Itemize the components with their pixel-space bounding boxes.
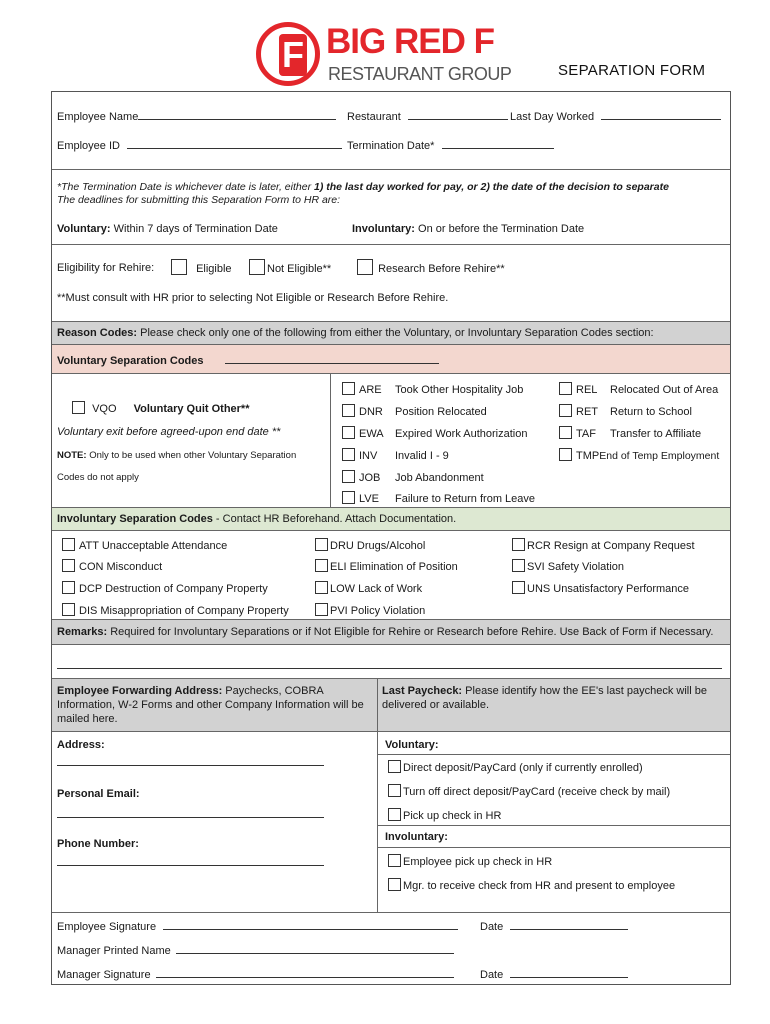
logo-name: BIG RED F — [326, 22, 494, 61]
remarks-text: Required for Involuntary Separations or if Not Eligible for Rehire or Research before Rehire. Use Back of Form if Necessary. — [107, 626, 714, 638]
address-field[interactable] — [57, 765, 324, 766]
employee-signature-label: Employee Signature — [57, 921, 157, 933]
vqo-checkbox[interactable] — [72, 401, 85, 414]
vqo-note: Voluntary exit before agreed-upon end date ** — [57, 426, 281, 438]
voluntary-codes-bar — [52, 345, 730, 373]
voluntary-code: REL — [576, 384, 598, 396]
involuntary-code-row — [315, 538, 425, 552]
voluntary-code: DNR — [359, 406, 383, 418]
divider — [52, 912, 730, 913]
voluntary-deadline-label: Voluntary: — [57, 223, 111, 235]
voluntary-code: RET — [576, 406, 598, 418]
voluntary-code: LVE — [359, 493, 379, 505]
phone-number-label: Phone Number: — [57, 838, 139, 850]
involuntary-code-row — [62, 603, 289, 617]
voluntary-codes-field[interactable] — [225, 354, 439, 364]
involuntary-code-row — [512, 559, 624, 573]
voluntary-code-row — [342, 470, 484, 484]
paycheck-option-label: Employee pick up check in HR — [403, 856, 553, 868]
voluntary-code-row — [559, 426, 701, 440]
logo-letter: F — [279, 34, 307, 76]
voluntary-code-row — [342, 426, 527, 440]
involuntary-code-checkbox[interactable] — [62, 538, 75, 551]
manager-date-field[interactable] — [510, 972, 628, 978]
voluntary-code-checkbox[interactable] — [559, 448, 572, 461]
voluntary-code-checkbox[interactable] — [342, 448, 355, 461]
involuntary-code-checkbox[interactable] — [315, 538, 328, 551]
employee-date-label: Date — [480, 921, 504, 933]
divider — [52, 169, 730, 170]
personal-email-label: Personal Email: — [57, 788, 140, 800]
vqo-code: VQO — [92, 403, 117, 415]
voluntary-code-desc: Transfer to Affiliate — [610, 428, 702, 440]
voluntary-code-desc: Return to School — [610, 406, 692, 418]
voluntary-code-desc: End of Temp Employment — [599, 450, 720, 462]
research-before-rehire-checkbox[interactable] — [357, 259, 373, 275]
involuntary-code-checkbox[interactable] — [62, 603, 75, 616]
employee-name-label: Employee Name — [57, 111, 139, 123]
voluntary-deadline-text: Within 7 days of Termination Date — [110, 223, 278, 235]
column-divider — [330, 374, 331, 507]
involuntary-code-label: ATT Unacceptable Attendance — [79, 540, 228, 552]
divider — [377, 847, 730, 848]
divider — [52, 373, 730, 374]
manager-printed-name-field[interactable] — [176, 948, 454, 954]
divider — [377, 825, 730, 826]
voluntary-code-row — [559, 382, 718, 396]
eligible-label: Eligible — [196, 263, 232, 275]
not-eligible-checkbox[interactable] — [249, 259, 265, 275]
voluntary-code-row — [559, 448, 719, 462]
form-title: SEPARATION FORM — [558, 62, 706, 79]
voluntary-code: INV — [359, 450, 378, 462]
involuntary-code-checkbox[interactable] — [315, 581, 328, 594]
involuntary-code-row — [315, 559, 458, 573]
voluntary-code-desc: Failure to Return from Leave — [395, 493, 536, 505]
voluntary-code: TAF — [576, 428, 596, 440]
involuntary-codes-header: Involuntary Separation Codes — [57, 513, 213, 525]
paycheck-option-label: Pick up check in HR — [403, 810, 502, 822]
not-eligible-label: Not Eligible** — [267, 263, 332, 275]
voluntary-code-row — [342, 448, 449, 462]
involuntary-code-row — [512, 538, 695, 552]
involuntary-code-label: SVI Safety Violation — [527, 561, 625, 573]
divider — [52, 644, 730, 645]
involuntary-deadline-label: Involuntary: — [352, 223, 415, 235]
involuntary-code-label: CON Misconduct — [79, 561, 163, 573]
involuntary-code-row — [512, 581, 689, 595]
employee-signature-field[interactable] — [163, 924, 458, 930]
voluntary-code-desc: Job Abandonment — [395, 472, 484, 484]
employee-name-field[interactable] — [138, 110, 336, 120]
involuntary-code-label: DIS Misappropriation of Company Property — [79, 605, 289, 617]
voluntary-code-row — [342, 491, 535, 505]
paycheck-option-checkbox[interactable] — [388, 808, 401, 821]
voluntary-code-checkbox[interactable] — [342, 404, 355, 417]
involuntary-code-checkbox[interactable] — [512, 559, 525, 572]
involuntary-code-row — [62, 538, 227, 552]
paycheck-option-label: Direct deposit/PayCard (only if currently enrolled) — [403, 762, 643, 774]
paycheck-option-checkbox[interactable] — [388, 784, 401, 797]
voluntary-codes-header: Voluntary Separation Codes — [57, 355, 204, 367]
forwarding-address-header: Employee Forwarding Address: Paychecks, COBRA Information, W-2 Forms and other Company Information will be mailed here. — [52, 679, 377, 731]
phone-number-field[interactable] — [57, 865, 324, 866]
voluntary-code-checkbox[interactable] — [559, 404, 572, 417]
paycheck-option-row — [388, 784, 670, 798]
involuntary-code-label: PVI Policy Violation — [330, 605, 426, 617]
voluntary-code: EWA — [359, 428, 384, 440]
paycheck-option-label: Mgr. to receive check from HR and present to employee — [403, 880, 676, 892]
manager-signature-field[interactable] — [156, 972, 454, 978]
last-paycheck-header: Last Paycheck: Please identify how the EE's last paycheck will be delivered or available. — [377, 679, 730, 731]
involuntary-code-row — [62, 559, 162, 573]
last-day-worked-field[interactable] — [601, 110, 721, 120]
research-before-rehire-label: Research Before Rehire** — [378, 263, 505, 275]
involuntary-code-label: LOW Lack of Work — [330, 583, 423, 595]
separation-form — [51, 91, 731, 985]
paycheck-option-label: Turn off direct deposit/PayCard (receive check by mail) — [403, 786, 671, 798]
employee-id-label: Employee ID — [57, 140, 120, 152]
involuntary-code-checkbox[interactable] — [512, 581, 525, 594]
paycheck-option-checkbox[interactable] — [388, 760, 401, 773]
last-day-worked-label: Last Day Worked — [510, 111, 595, 123]
eligibility-note: **Must consult with HR prior to selecting Not Eligible or Research Before Rehire. — [57, 292, 449, 304]
paycheck-option-row — [388, 760, 643, 774]
paycheck-involuntary-label: Involuntary: — [385, 831, 448, 843]
involuntary-code-row — [315, 603, 425, 617]
involuntary-code-row — [62, 581, 268, 595]
voluntary-code: TMP — [576, 450, 600, 462]
paycheck-option-checkbox[interactable] — [388, 854, 401, 867]
vqo-text: Voluntary Quit Other** — [133, 403, 250, 415]
voluntary-code-row — [342, 404, 487, 418]
involuntary-code-checkbox[interactable] — [62, 559, 75, 572]
termination-date-label: Termination Date* — [347, 140, 435, 152]
involuntary-code-label: UNS Unsatisfactory Performance — [527, 583, 689, 595]
manager-signature-label: Manager Signature — [57, 969, 151, 981]
termination-note: *The Termination Date is whichever date is later, either 1) the last day worked for pay, or 2) the date of the decision to separate The deadlines for submitting this Separation Form to HR are: — [57, 181, 669, 206]
voluntary-code-checkbox[interactable] — [342, 426, 355, 439]
remarks-field[interactable] — [57, 668, 722, 669]
address-label: Address: — [57, 739, 105, 751]
logo-subtitle: RESTAURANT GROUP — [328, 64, 512, 84]
voluntary-code: ARE — [359, 384, 382, 396]
paycheck-option-row — [388, 878, 675, 892]
voluntary-code-desc: Invalid I - 9 — [395, 450, 449, 462]
voluntary-code: JOB — [359, 472, 381, 484]
restaurant-field[interactable] — [408, 110, 508, 120]
termination-date-field[interactable] — [442, 139, 554, 149]
paycheck-option-row — [388, 808, 501, 822]
divider — [52, 530, 730, 531]
involuntary-code-checkbox[interactable] — [62, 581, 75, 594]
involuntary-codes-bar — [52, 508, 730, 530]
voluntary-code-desc: Expired Work Authorization — [395, 428, 528, 440]
remarks-bar — [52, 620, 730, 644]
restaurant-label: Restaurant — [347, 111, 401, 123]
involuntary-deadline-text: On or before the Termination Date — [414, 223, 585, 235]
vqo-note-label: NOTE: — [57, 450, 87, 461]
voluntary-code-row — [342, 382, 523, 396]
paycheck-option-checkbox[interactable] — [388, 878, 401, 891]
paycheck-option-row — [388, 854, 552, 868]
involuntary-code-label: DRU Drugs/Alcohol — [330, 540, 426, 552]
manager-date-label: Date — [480, 969, 504, 981]
vqo-note-text: Only to be used when other Voluntary Separation — [86, 450, 297, 461]
involuntary-code-row — [315, 581, 422, 595]
voluntary-code-row — [559, 404, 692, 418]
vqo-note-text-2: Codes do not apply — [57, 472, 139, 483]
manager-printed-name-label: Manager Printed Name — [57, 945, 171, 957]
involuntary-code-checkbox[interactable] — [512, 538, 525, 551]
personal-email-field[interactable] — [57, 817, 324, 818]
voluntary-code-checkbox[interactable] — [342, 470, 355, 483]
employee-date-field[interactable] — [510, 924, 628, 930]
voluntary-code-desc: Took Other Hospitality Job — [395, 384, 524, 396]
involuntary-code-label: ELI Elimination of Position — [330, 561, 458, 573]
voluntary-code-desc: Relocated Out of Area — [610, 384, 719, 396]
involuntary-code-label: RCR Resign at Company Request — [527, 540, 695, 552]
voluntary-code-checkbox[interactable] — [342, 382, 355, 395]
eligible-checkbox[interactable] — [171, 259, 187, 275]
voluntary-code-checkbox[interactable] — [342, 491, 355, 504]
involuntary-code-checkbox[interactable] — [315, 559, 328, 572]
reason-codes-bar: Reason Codes: Please check only one of the following from either the Voluntary, or Involuntary Separation Codes section: — [52, 322, 730, 344]
company-logo — [256, 22, 526, 92]
divider — [377, 754, 730, 755]
divider — [52, 244, 730, 245]
eligibility-label: Eligibility for Rehire: — [57, 262, 155, 274]
involuntary-code-label: DCP Destruction of Company Property — [79, 583, 268, 595]
voluntary-code-checkbox[interactable] — [559, 426, 572, 439]
voluntary-code-desc: Position Relocated — [395, 406, 487, 418]
involuntary-codes-note: - Contact HR Beforehand. Attach Documentation. — [212, 513, 457, 525]
column-divider — [377, 679, 378, 912]
involuntary-code-checkbox[interactable] — [315, 603, 328, 616]
employee-id-field[interactable] — [127, 139, 342, 149]
divider — [52, 731, 730, 732]
voluntary-code-checkbox[interactable] — [559, 382, 572, 395]
logo-circle-icon — [256, 22, 320, 86]
paycheck-voluntary-label: Voluntary: — [385, 739, 439, 751]
remarks-label: Remarks: — [57, 626, 108, 638]
